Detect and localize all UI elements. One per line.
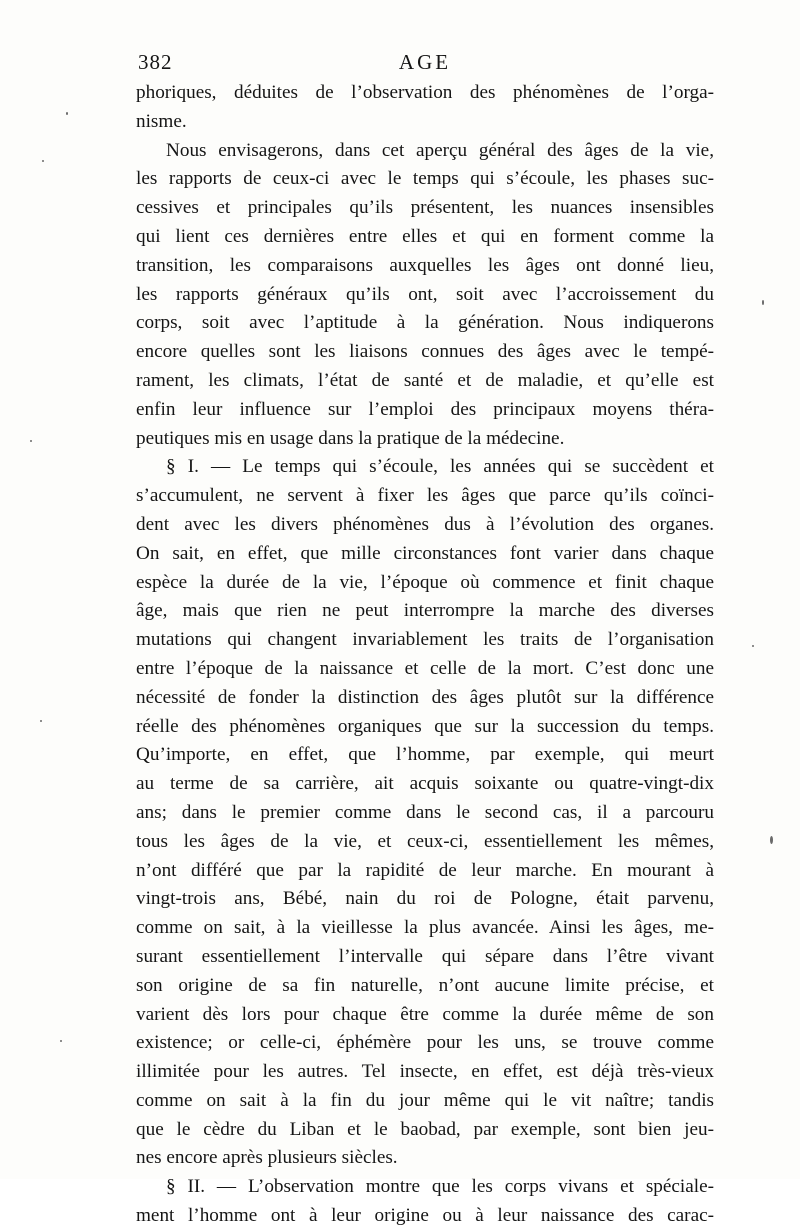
text-line: les rapports de ceux-ci avec le temps qui s’écoule, les phases suc- bbox=[136, 168, 714, 190]
text-line: les rapports généraux qu’ils ont, soit avec l’accroissement du bbox=[136, 283, 714, 305]
text-line: qui lient ces dernières entre elles et qui en forment comme la bbox=[136, 225, 714, 247]
scan-speck bbox=[42, 160, 44, 162]
text-line: réelle des phénomènes organiques que sur la succession du temps. bbox=[136, 715, 714, 737]
text-line: vingt-trois ans, Bébé, nain du roi de Pologne, était parvenu, bbox=[136, 888, 714, 910]
scan-speck bbox=[66, 112, 68, 115]
text-line: comme on sait à la fin du jour même qui le vit naître; tandis bbox=[136, 1089, 714, 1111]
text-line: dent avec les divers phénomènes dus à l’évolution des organes. bbox=[136, 513, 714, 535]
text-line: enfin leur influence sur l’emploi des principaux moyens théra- bbox=[136, 398, 714, 420]
text-line: n’ont différé que par la rapidité de leur marche. En mourant à bbox=[136, 859, 714, 881]
page-number: 382 bbox=[138, 50, 173, 74]
text-line: son origine de sa fin naturelle, n’ont aucune limite précise, et bbox=[136, 974, 714, 996]
text-line: phoriques, déduites de l’observation des phénomènes de l’orga- bbox=[136, 82, 714, 103]
text-line: s’accumulent, ne servent à fixer les âges que parce qu’ils coïnci- bbox=[136, 485, 714, 507]
text-line: rament, les climats, l’état de santé et de maladie, et qu’elle est bbox=[136, 369, 714, 391]
text-line: transition, les comparaisons auxquelles les âges ont donné lieu, bbox=[136, 254, 714, 276]
text-line: nisme. bbox=[136, 110, 187, 132]
text-line: illimitée pour les autres. Tel insecte, en effet, est déjà très-vieux bbox=[136, 1061, 714, 1083]
text-line: Nous envisagerons, dans cet aperçu général des âges de la vie, bbox=[166, 139, 714, 161]
text-line: ment l’homme ont à leur origine ou à leur naissance des carac- bbox=[136, 1205, 714, 1227]
scan-speck bbox=[762, 300, 764, 305]
scan-speck bbox=[770, 836, 773, 844]
running-head bbox=[136, 50, 714, 80]
text-line: Qu’importe, en effet, que l’homme, par exemple, qui meurt bbox=[136, 744, 714, 766]
scan-speck bbox=[60, 1040, 62, 1042]
running-title: AGE bbox=[398, 50, 452, 74]
text-line: entre l’époque de la naissance et celle de la mort. C’est donc une bbox=[136, 657, 714, 679]
text-line: encore quelles sont les liaisons connues des âges avec le tempé- bbox=[136, 341, 714, 363]
text-line: nes encore après plusieurs siècles. bbox=[136, 1147, 398, 1169]
text-line: § I. — Le temps qui s’écoule, les années qui se succèdent et bbox=[166, 456, 714, 478]
text-line: mutations qui changent invariablement les traits de l’organisation bbox=[136, 629, 714, 651]
text-line: surant essentiellement l’intervalle qui sépare dans l’être vivant bbox=[136, 945, 714, 967]
text-line: âge, mais que rien ne peut interrompre la marche des diverses bbox=[136, 600, 714, 622]
text-line: ans; dans le premier comme dans le second cas, il a parcouru bbox=[136, 801, 714, 823]
text-line: On sait, en effet, que mille circonstances font varier dans chaque bbox=[136, 542, 714, 564]
scan-speck bbox=[40, 720, 42, 722]
text-line: tous les âges de la vie, et ceux-ci, essentiellement les mêmes, bbox=[136, 830, 714, 852]
text-line: comme on sait, à la vieillesse la plus avancée. Ainsi les âges, me- bbox=[136, 917, 714, 939]
text-line: peutiques mis en usage dans la pratique de la médecine. bbox=[136, 427, 565, 449]
text-line: varient dès lors pour chaque être comme la durée même de son bbox=[136, 1003, 714, 1025]
text-line: cessives et principales qu’ils présentent, les nuances insensibles bbox=[136, 197, 714, 219]
scan-speck bbox=[30, 440, 32, 442]
body-text bbox=[136, 79, 714, 1231]
text-line: que le cèdre du Liban et le baobad, par exemple, sont bien jeu- bbox=[136, 1118, 714, 1140]
text-line: existence; or celle-ci, éphémère pour les uns, se trouve comme bbox=[136, 1032, 714, 1054]
text-line: espèce la durée de la vie, l’époque où commence et finit chaque bbox=[136, 571, 714, 593]
text-line: corps, soit avec l’aptitude à la génération. Nous indiquerons bbox=[136, 312, 714, 334]
text-line: nécessité de fonder la distinction des âges plutôt sur la différence bbox=[136, 686, 714, 708]
scan-speck bbox=[752, 645, 754, 647]
text-line: § II. — L’observation montre que les corps vivans et spéciale- bbox=[166, 1176, 714, 1198]
text-line: au terme de sa carrière, ait acquis soixante ou quatre-vingt-dix bbox=[136, 773, 714, 795]
